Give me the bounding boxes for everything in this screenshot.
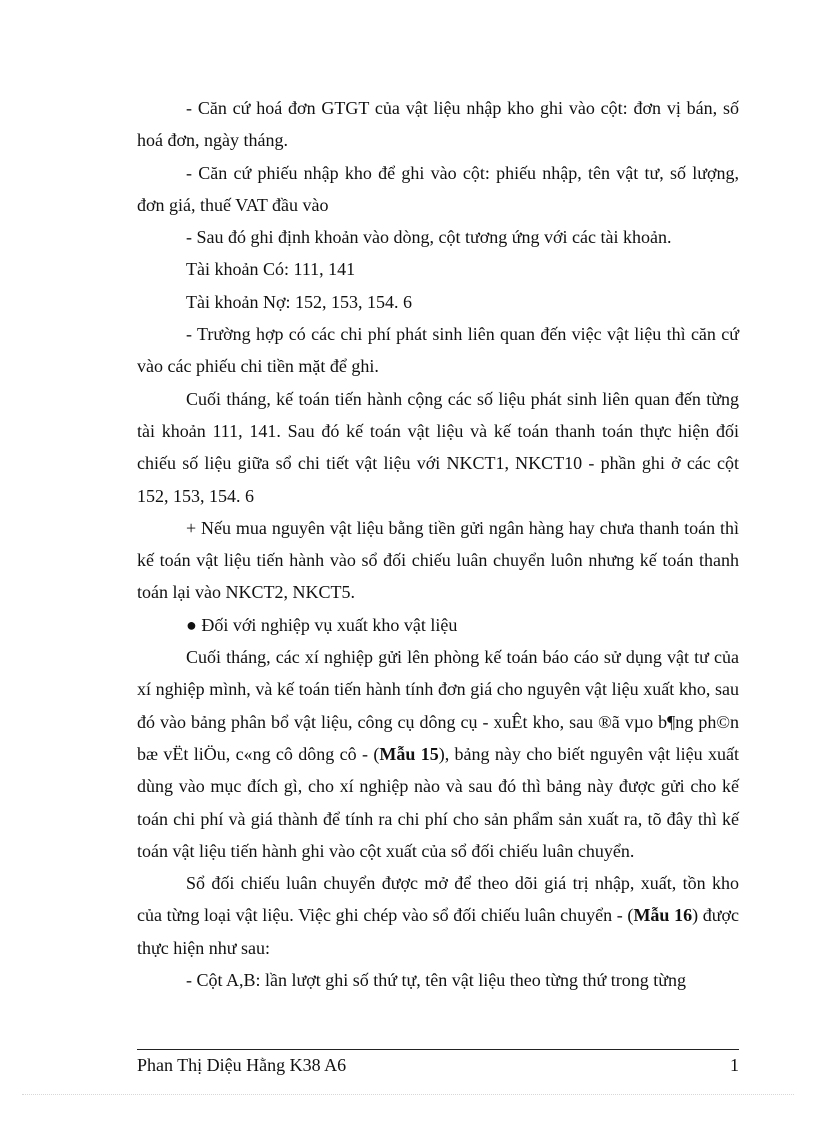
paragraph: - Sau đó ghi định khoản vào dòng, cột tương ứng với các tài khoản. (186, 227, 672, 248)
page-edge-divider (22, 1094, 794, 1095)
paragraph: - Căn cứ phiếu nhập kho để ghi vào cột: phiếu nhập, tên vật tư, số lượng, đơn giá, thuế VAT đầu vào (137, 162, 739, 215)
paragraph: Cuối tháng, kế toán tiến hành cộng các số liệu phát sinh liên quan đến từng tài khoản 111, 141. Sau đó kế toán vật liệu và kế toán thanh toán thực hiện đối chiếu số liệu giữa sổ chi tiết vật liệu với NKCT1, NKCT10 - phần ghi ở các cột 152, 153, 154. 6 (137, 388, 739, 506)
form-reference: Mẫu 16 (633, 905, 693, 926)
form-reference: Mẫu 15 (379, 743, 439, 764)
paragraph: Tài khoản Nợ: 152, 153, 154. 6 (186, 291, 412, 312)
paragraph: Tài khoản Có: 111, 141 (186, 259, 356, 280)
document-body (137, 92, 739, 996)
bullet-heading: ● Đối với nghiệp vụ xuất kho vật liệu (186, 614, 458, 635)
paragraph: + Nếu mua nguyên vật liệu bằng tiền gửi ngân hàng hay chưa thanh toán thì kế toán vật liệu tiến hành vào sổ đối chiếu luân chuyển luôn nhưng kế toán thanh toán lại vào NKCT2, NKCT5. (137, 517, 739, 603)
paragraph-text: ) được thực hiện như sau: (137, 905, 740, 958)
paragraph-text: Cuối tháng, các xí nghiệp gửi lên phòng kế toán báo cáo sử dụng vật tư của xí nghiệp mình, và kế toán tiến hành tính đơn giá cho nguyên vật liệu xuất kho, sau đó vào bảng phân bổ vật liệu, công cụ dông cụ - xuÊt kho, sau ®ã vµo b¶ng ph©n bæ vËt liÖu, c«ng cô dông cô - ( (137, 647, 739, 764)
paragraph (137, 641, 739, 867)
footer-author: Phan Thị Diệu Hằng K38 A6 (137, 1055, 347, 1075)
paragraph-text: Sổ đối chiếu luân chuyển được mở để theo dõi giá trị nhập, xuất, tồn kho của từng loại vật liệu. Việc ghi chép vào sổ đối chiếu luân chuyển - ( (137, 873, 739, 926)
paragraph (137, 867, 739, 964)
footer-divider (137, 1049, 739, 1050)
paragraph: - Căn cứ hoá đơn GTGT của vật liệu nhập kho ghi vào cột: đơn vị bán, số hoá đơn, ngày tháng. (137, 98, 739, 151)
paragraph: - Cột A,B: lần lượt ghi số thứ tự, tên vật liệu theo từng thứ trong từng (186, 970, 687, 991)
page-number: 1 (730, 1055, 739, 1075)
paragraph: - Trường hợp có các chi phí phát sinh liên quan đến việc vật liệu thì căn cứ vào các phiếu chi tiền mặt để ghi. (137, 324, 739, 377)
paragraph-text: ), bảng này cho biết nguyên vật liệu xuất dùng vào mục đích gì, cho xí nghiệp nào và sau đó thì bảng này được gửi cho kế toán chi phí và giá thành để tính ra chi phí cho sản phẩm sản xuất ra, tõ đây thì kế toán vật liệu tiến hành ghi vào cột xuất của sổ đối chiếu luân chuyển. (137, 743, 739, 861)
page-footer (137, 1053, 739, 1077)
